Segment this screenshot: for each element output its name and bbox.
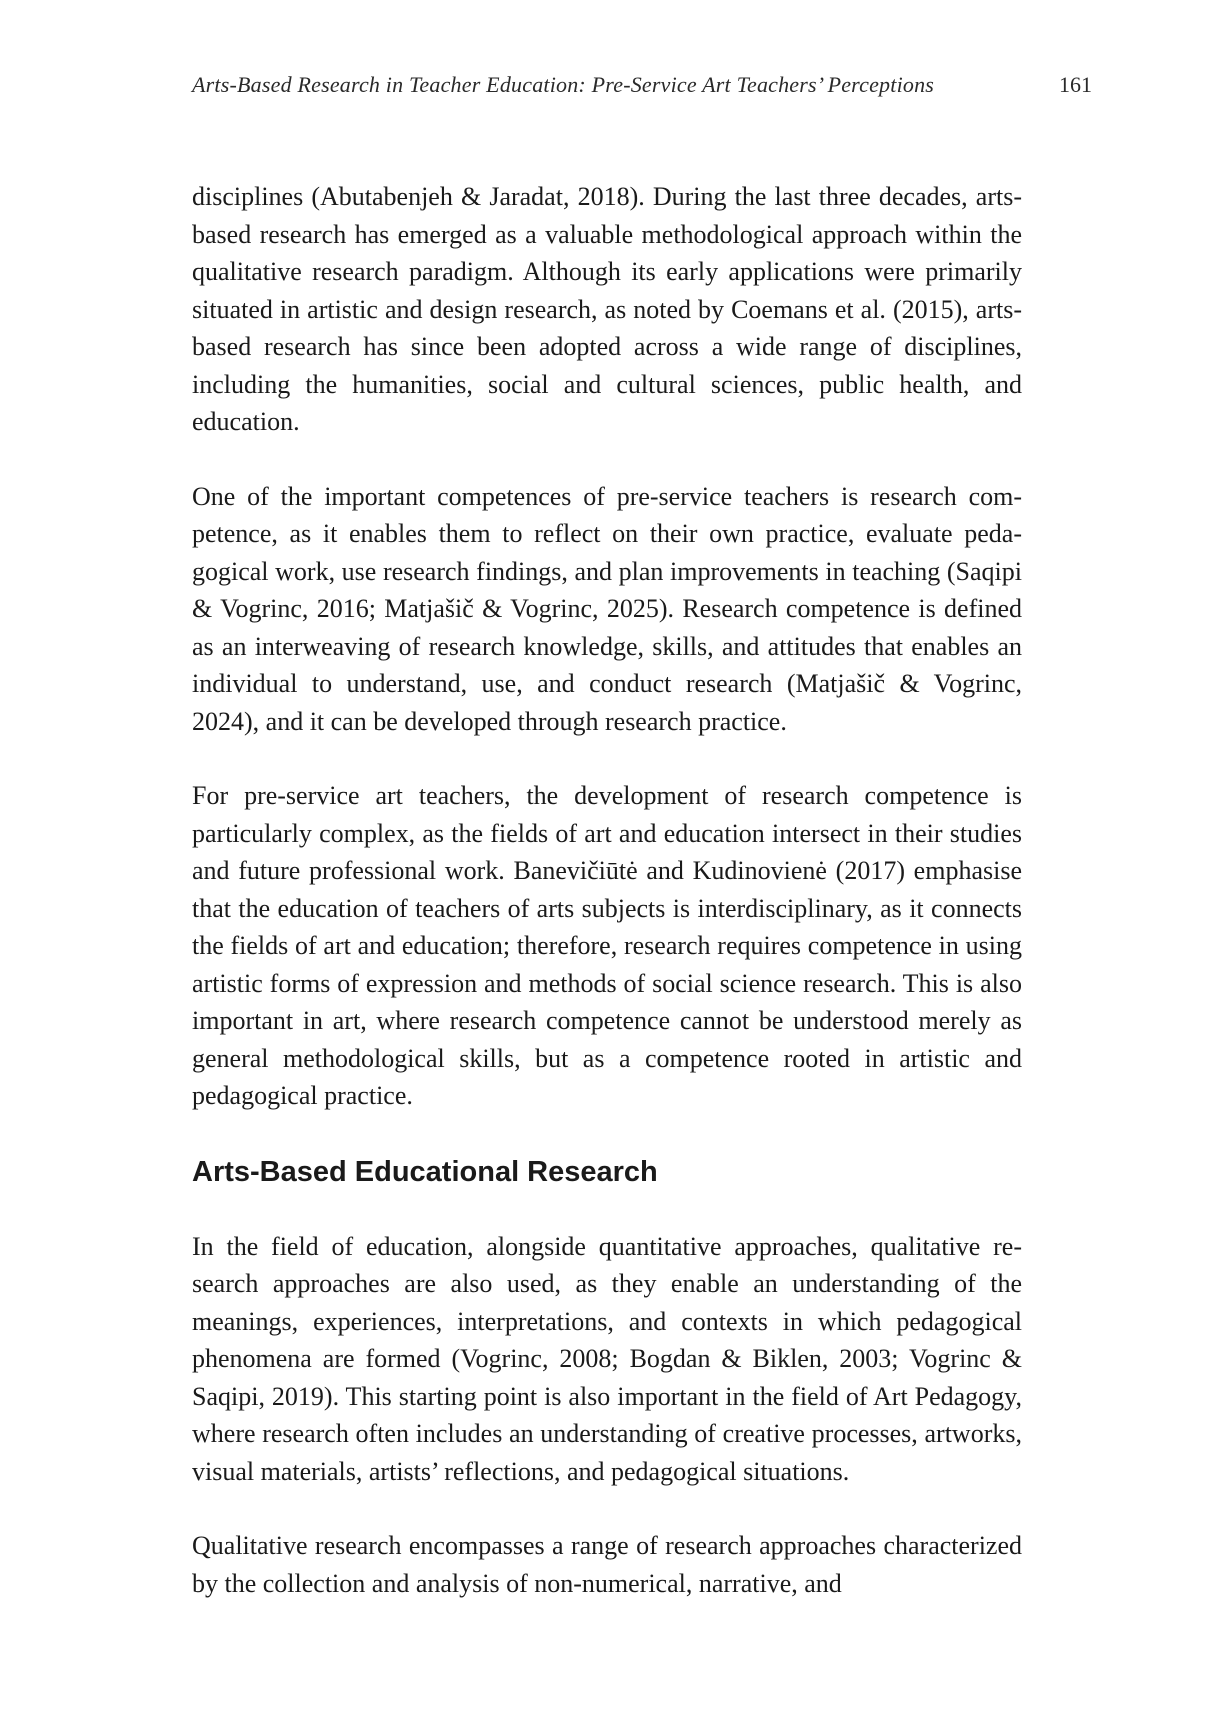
paragraph: For pre-service art teachers, the development of research competence is particularly complex, as the fields of art and education intersect in their studies and future professional work. Banevičiūtė and Kudinovienė (2017) emphasise that the education of teachers of arts subjects is interdisciplinary, as it connects the fields of art and education; therefore, research requires competence in using artistic forms of expression and methods of social science research. This is also important in art, where research competence cannot be understood merely as general methodological skills, but as a competence rooted in artistic and pedagogical practice. bbox=[192, 781, 1022, 1110]
page-number: 161 bbox=[1059, 72, 1092, 97]
running-title: Arts-Based Research in Teacher Education: Pre-Service Art Teachers’ Perceptions bbox=[192, 72, 935, 97]
paragraph: disciplines (Abutabenjeh & Jaradat, 2018). During the last three decades, arts-based research has emerged as a valuable methodological approach within the qualitative research paradigm. Although its early applications were primarily situated in artistic and design research, as noted by Coemans et al. (2015), arts-based research has since been adopted across a wide range of disciplines, including the humanities, social and cultural sciences, public health, and education. bbox=[192, 182, 1022, 436]
body-text bbox=[192, 178, 1022, 1639]
paragraph: One of the important competences of pre-service teachers is research competence, as it enables them to reflect on their own practice, evaluate pedagogical work, use research findings, and plan improvements in teaching (Saqipi & Vogrinc, 2016; Matjašič & Vogrinc, 2025). Research competence is defined as an interweaving of research knowledge, skills, and attitudes that enables an individual to understand, use, and conduct research (Matjašič & Vogrinc, 2024), and it can be developed through research practice. bbox=[192, 481, 1022, 736]
running-header bbox=[192, 72, 1092, 106]
paragraph: Qualitative research encompasses a range of research approaches characterized by the collection and analysis of non-numerical, narrative, and bbox=[192, 1531, 1022, 1598]
paragraph: In the field of education, alongside quantitative approaches, qualitative research approaches are also used, as they enable an understanding of the meanings, experiences, interpretations, and contexts in which pedagogical phenomena are formed (Vogrinc, 2008; Bogdan & Biklen, 2003; Vogrinc & Saqipi, 2019). This starting point is also important in the field of Art Pedagogy, where research often includes an understanding of creative processes, artworks, visual materials, artists’ reflections, and pedagogical situations. bbox=[192, 1231, 1022, 1486]
section-heading: Arts-Based Educational Research bbox=[192, 1155, 658, 1188]
